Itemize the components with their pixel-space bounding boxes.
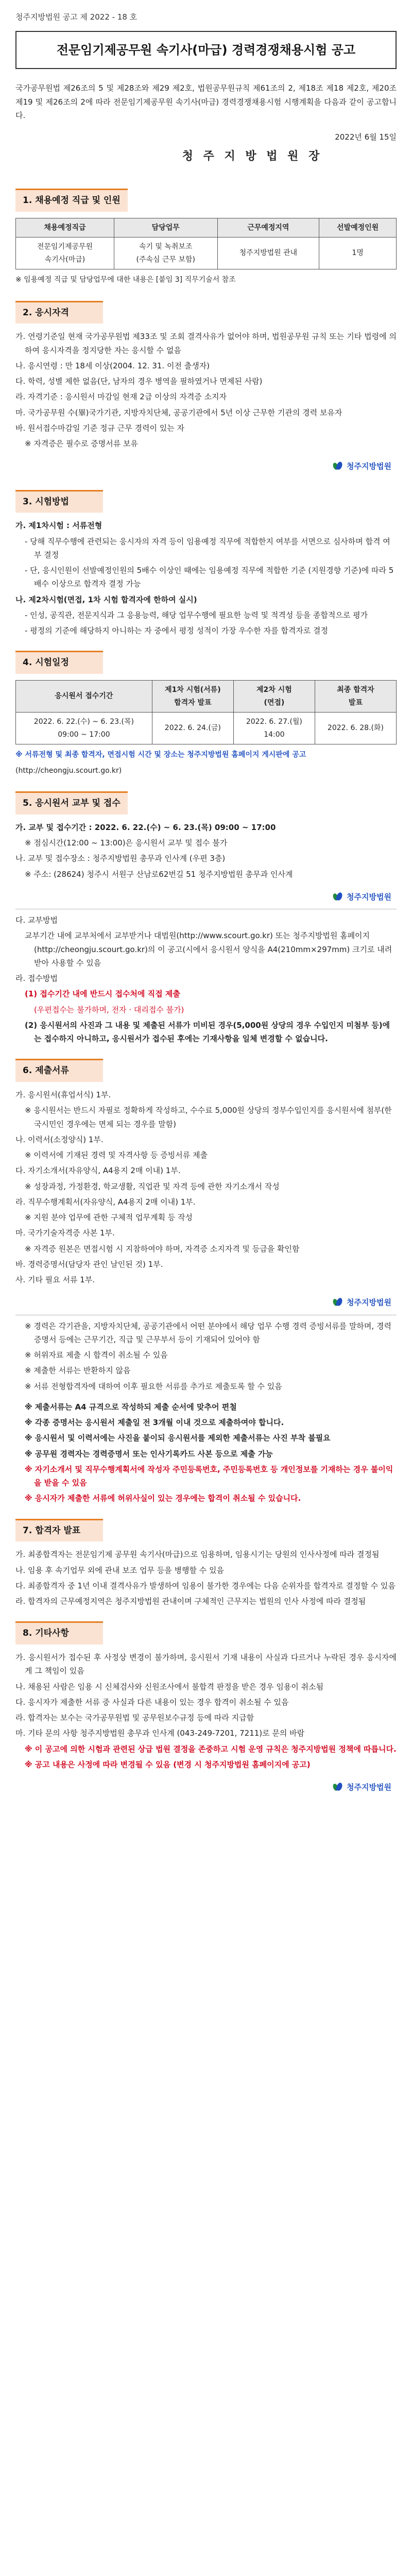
court-logo-icon — [332, 1297, 344, 1308]
list-item: - 단, 응시인원이 선발예정인원의 5배수 이상인 때에는 임용예정 직무에 적합한 기준 (지원경향 기준)에 따라 5배수 이상으로 합격자 결정 가능 — [25, 566, 394, 589]
list-item: ※ 점심시간(12:00 ~ 13:00)은 응시원서 교부 및 접수 불가 — [25, 838, 228, 848]
list-item: 마. 국가공무원 수(畢)국가기관, 지방자치단체, 공공기관에서 5년 이상 근무한 기관의 경력 보유자 — [15, 408, 342, 417]
list-item: ※ 응시원서 및 이력서에는 사진을 붙이되 응시원서를 제외한 제출서류는 사진 부착 불필요 — [25, 1433, 331, 1443]
table-header: 제2차 시험 (면접) — [233, 681, 315, 713]
list-item: 라. 합격자는 보수는 국가공무원법 및 공무원보수규정 등에 따라 지급함 — [15, 1713, 254, 1722]
table-header-row — [16, 218, 397, 238]
list-item: ※ 각종 증명서는 응시원서 제출일 전 3개월 이내 것으로 제출하여야 합니다. — [25, 1418, 284, 1427]
list-item: 나. 응시연령 : 만 18세 이상(2004. 12. 31. 이전 출생자) — [15, 361, 210, 370]
list-item: 사. 기타 필요 서류 1부. — [15, 1275, 95, 1284]
list-item: 가. 교부 및 접수기간 : 2022. 6. 22.(수) ~ 6. 23.(목) 09:00 ~ 17:00 — [15, 822, 276, 832]
issuer: 청 주 지 방 법 원 장 — [182, 150, 323, 163]
list-item: 다. 학력, 성별 제한 없음(단, 남자의 경우 병역을 필하였거나 면제된 사람) — [15, 377, 263, 386]
section-7-heading: 7. 합격자 발표 — [15, 1519, 103, 1542]
table-header: 선발예정인원 — [319, 218, 397, 238]
section-4-note: ※ 서류전형 및 최종 합격자, 면접시험 시간 및 장소는 청주지방법원 홈페이지 게시판에 공고 — [15, 751, 306, 759]
list-item: 교부기간 내에 교부처에서 교부받거나 대법원(http://www.scourt.go.kr) 또는 청주지방법원 홈페이지(http://cheongju.scourt.go.kr)의 이 공고(시에서 응시원서 양식을 A4(210mm×297mm) 크기로 내려 받아 사용할 수 있음 — [25, 931, 392, 968]
table-cell: 2022. 6. 22.(수) ~ 6. 23.(목) 09:00 ~ 17:00 — [16, 713, 152, 744]
court-logo: 청주지방법원 — [15, 460, 391, 473]
list-item: ※ 자격증은 필수로 증명서류 보유 — [25, 439, 139, 448]
list-item: 나. 임용 후 속기업무 외에 관내 보조 업무 등을 병행할 수 있음 — [15, 1565, 224, 1575]
table-row — [16, 713, 397, 744]
list-item: (2) 응시원서의 사진과 그 내용 및 제출된 서류가 미비된 경우(5,000원 상당의 경우 수입인지 미첨부 등)에는 접수하지 아니하고, 응시원서가 접수된 후에는 기재사항을 일체 변경할 수 없습니다. — [25, 1020, 390, 1043]
schedule-table — [15, 680, 397, 744]
list-item: ※ 자기소개서 및 직무수행계획서에 작성자 주민등록번호, 주민등록번호 등 개인정보를 기재하는 경우 불이익을 받을 수 있음 — [25, 1464, 393, 1487]
section-4-heading: 4. 시험일정 — [15, 651, 103, 674]
court-logo: 청주지방법원 — [15, 1781, 391, 1794]
table-header: 근무예정지역 — [217, 218, 319, 238]
table-header: 제1차 시험(서류) 합격자 발표 — [152, 681, 233, 713]
list-item: 라. 접수방법 — [15, 974, 58, 983]
list-item: ※ 서류 전형합격자에 대하여 이후 필요한 서류를 추가로 제출토록 할 수 있음 — [25, 1381, 282, 1391]
spacer — [15, 1395, 397, 1400]
list-item: 다. 교부방법 — [15, 916, 58, 925]
list-item: ※ 경력은 각기관을, 지방자치단체, 공공기관에서 어떤 분야에서 해당 업무 수행 경력 증빙서류를 말하며, 경력증명서 등에는 근무기간, 직급 및 근무부서 등이 기재되어 있어야 함 — [25, 1321, 391, 1344]
intro-text: 국가공무원법 제26조의 5 및 제28조와 제29 제2호, 법원공무원규칙 제61조의 2, 제18조 제18 제2호, 제20조 제19 및 제26조의 2에 따라 전문임기제공무원 속기사(마급) 경력경쟁채용시험 시행계획을 다음과 같이 공고합니다. — [15, 83, 397, 120]
section-5-heading: 5. 응시원서 교부 및 접수 — [15, 791, 128, 815]
list-item: 마. 기타 문의 사항 청주지방법원 총무과 인사계 (043-249-7201, 7211)로 문의 바람 — [15, 1728, 305, 1738]
table-header: 담당업무 — [114, 218, 217, 238]
list-item: ※ 제출서류는 A4 규격으로 작성하되 제출 순서에 맞추어 편철 — [25, 1402, 237, 1412]
list-item: (1) 접수기간 내에 반드시 접수처에 직접 제출 — [25, 989, 180, 999]
list-item: 나. 교부 및 접수장소 : 청주지방법원 총무과 인사계 (우편 3층) — [15, 854, 226, 863]
list-item: - 평정의 기준에 해당하지 아니하는 자 중에서 평정 성적이 가장 우수한 자를 합격자로 결정 — [25, 626, 329, 635]
page-title: 전문임기제공무원 속기사(마급) 경력경쟁채용시험 공고 — [56, 43, 356, 58]
section-3-heading: 3. 시험방법 — [15, 490, 103, 513]
table-cell: 청주지방법원 관내 — [217, 238, 319, 269]
table-cell: 2022. 6. 28.(화) — [315, 713, 396, 744]
list-item: 나. 이력서(소정양식) 1부. — [15, 1134, 104, 1144]
list-item: ※ 응시자가 제출한 서류에 허위사실이 있는 경우에는 합격이 취소될 수 있습니다. — [25, 1494, 301, 1503]
section-8-heading: 8. 기타사항 — [15, 1621, 103, 1645]
list-item: - 당해 직무수행에 관련되는 응시자의 자격 등이 임용예정 직무에 적합한지 여부를 서면으로 심사하며 합격 여부 결정 — [25, 536, 390, 560]
list-item: 가. 제1차시험 : 서류전형 — [15, 521, 102, 531]
list-item: ※ 성장과정, 가정환경, 학교생활, 직업관 및 자격 등에 관한 자기소개서 작성 — [25, 1181, 280, 1191]
notice-date: 2022년 6월 15일 — [335, 132, 397, 142]
list-item: 바. 경력증명서(담당자 관인 날인된 것) 1부. — [15, 1259, 163, 1269]
list-item: 나. 제2차시험(면접, 1차 시험 합격자에 한하여 실시) — [15, 595, 197, 604]
list-item: ※ 이 공고에 의한 시험과 관련된 상급 법원 결정을 존중하고 시험 운영 규칙은 청주지방법원 정책에 따릅니다. — [25, 1744, 397, 1754]
position-table — [15, 218, 397, 270]
list-item: ※ 자격증 원본은 면접시험 시 지참하여야 하며, 자격증 소지자격 및 등급을 확인함 — [25, 1244, 300, 1253]
list-item: ※ 공무원 경력자는 경력증명서 또는 인사기록카드 사본 등으로 제출 가능 — [25, 1449, 273, 1459]
list-item: 라. 합격자의 근무예정지역은 청주지방법원 관내이며 구체적인 근무지는 법원의 인사 사정에 따라 결정됨 — [15, 1597, 366, 1606]
list-item: ※ 주소: (28624) 청주시 서원구 산남로62번길 51 청주지방법원 총무과 인사계 — [25, 869, 293, 879]
list-item: ※ 제출한 서류는 반환하지 않음 — [25, 1366, 131, 1376]
list-item: ※ 응시원서는 반드시 자필로 정확하게 작성하고, 수수료 5,000원 상당의 정부수입인지를 응시원서에 첨부(한국시민인 경우에는 면제 되는 경우를 말함) — [25, 1106, 392, 1129]
list-item: 라. 직무수행계획서(자유양식, A4용지 2매 이내) 1부. — [15, 1197, 196, 1207]
list-item: 가. 최종합격자는 전문임기제 공무원 속기사(마급)으로 임용하며, 임용시기는 당원의 인사사정에 따라 결정됨 — [15, 1550, 380, 1560]
table-header: 최종 합격자 발표 — [315, 681, 396, 713]
court-logo: 청주지방법원 — [15, 890, 391, 904]
court-logo-icon — [332, 461, 344, 472]
list-item: 다. 자기소개서(자유양식, A4용지 2매 이내) 1부. — [15, 1166, 181, 1176]
homepage-link[interactable]: (http://cheongju.scourt.go.kr) — [15, 766, 122, 775]
list-item: 마. 국가기술자격증 사본 1부. — [15, 1228, 115, 1238]
table-cell: 1명 — [319, 238, 397, 269]
section-1-note: ※ 임용예정 직급 및 담당업무에 대한 내용은 [붙임 3] 직무기술서 참조 — [15, 276, 236, 284]
list-item: ※ 이력서에 기재된 경력 및 자격사항 등 증빙서류 제출 — [25, 1150, 208, 1160]
list-item: 라. 자격기준 : 응시원서 마감일 현재 2급 이상의 자격증 소지자 — [15, 392, 227, 402]
list-item: 다. 최종합격자 중 1년 이내 결격사유가 발생하여 임용이 불가한 경우에는 다음 순위자를 합격자로 결정할 수 있음 — [15, 1581, 396, 1590]
list-item: ※ 공고 내용은 사정에 따라 변경될 수 있음 (변경 시 청주지방법원 홈페이지에 공고) — [25, 1759, 311, 1769]
list-item: - 인성, 공직관, 전문지식과 그 응용능력, 해당 업무수행에 필요한 능력 및 적격성 등을 종합적으로 평가 — [25, 610, 368, 620]
title-box — [15, 31, 397, 69]
list-item: 가. 연령기준일 현재 국가공무원법 제33조 및 조회 결격사유가 없어야 하며, 법원공무원 규칙 또는 기타 법령에 의하여 응시자격을 정지당한 자는 응시할 수 없음 — [15, 332, 397, 355]
section-6-heading: 6. 제출서류 — [15, 1059, 103, 1082]
table-row — [16, 238, 397, 269]
list-item: 가. 응시원서(휴업서식) 1부. — [15, 1090, 111, 1099]
section-1-heading: 1. 채용예정 직급 및 인원 — [15, 189, 128, 212]
list-item: 나. 채용된 사람은 임용 시 신체검사와 신원조사에서 불합격 판정을 받은 경우 임용이 취소됨 — [15, 1682, 324, 1691]
table-cell: 전문임기제공무원 속기사(마급) — [16, 238, 114, 269]
court-logo-icon — [332, 891, 344, 903]
table-cell: 2022. 6. 27.(월) 14:00 — [233, 713, 315, 744]
table-header: 채용예정직급 — [16, 218, 114, 238]
court-logo: 청주지방법원 — [15, 1296, 391, 1309]
table-header: 응시원서 접수기간 — [16, 681, 152, 713]
list-item: (우편접수는 불가하며, 전자 · 대리접수 불가) — [34, 1005, 184, 1014]
list-item: ※ 지원 분야 업무에 관한 구체적 업무계획 등 작성 — [25, 1213, 193, 1222]
list-item: 다. 응시자가 제출한 서류 중 사실과 다른 내용이 있는 경우 합격이 취소될 수 있음 — [15, 1697, 289, 1707]
list-item: 바. 원서접수마감일 기준 정규 근무 경력이 있는 자 — [15, 423, 184, 433]
list-item: ※ 허위자료 제출 시 합격이 취소될 수 있음 — [25, 1350, 168, 1360]
table-cell: 속기 및 녹취보조 (주속심 근무 보함) — [114, 238, 217, 269]
court-logo-icon — [332, 1782, 344, 1793]
list-item: 가. 응시원서가 접수된 후 사정상 변경이 불가하며, 응시원서 기재 내용이 사실과 다르거나 누락된 경우 응시자에게 그 책임이 있음 — [15, 1653, 397, 1676]
table-cell: 2022. 6. 24.(금) — [152, 713, 233, 744]
notice-number: 청주지방법원 공고 제 2022 - 18 호 — [15, 12, 138, 22]
table-header-row — [16, 681, 397, 713]
section-2-heading: 2. 응시자격 — [15, 301, 103, 324]
